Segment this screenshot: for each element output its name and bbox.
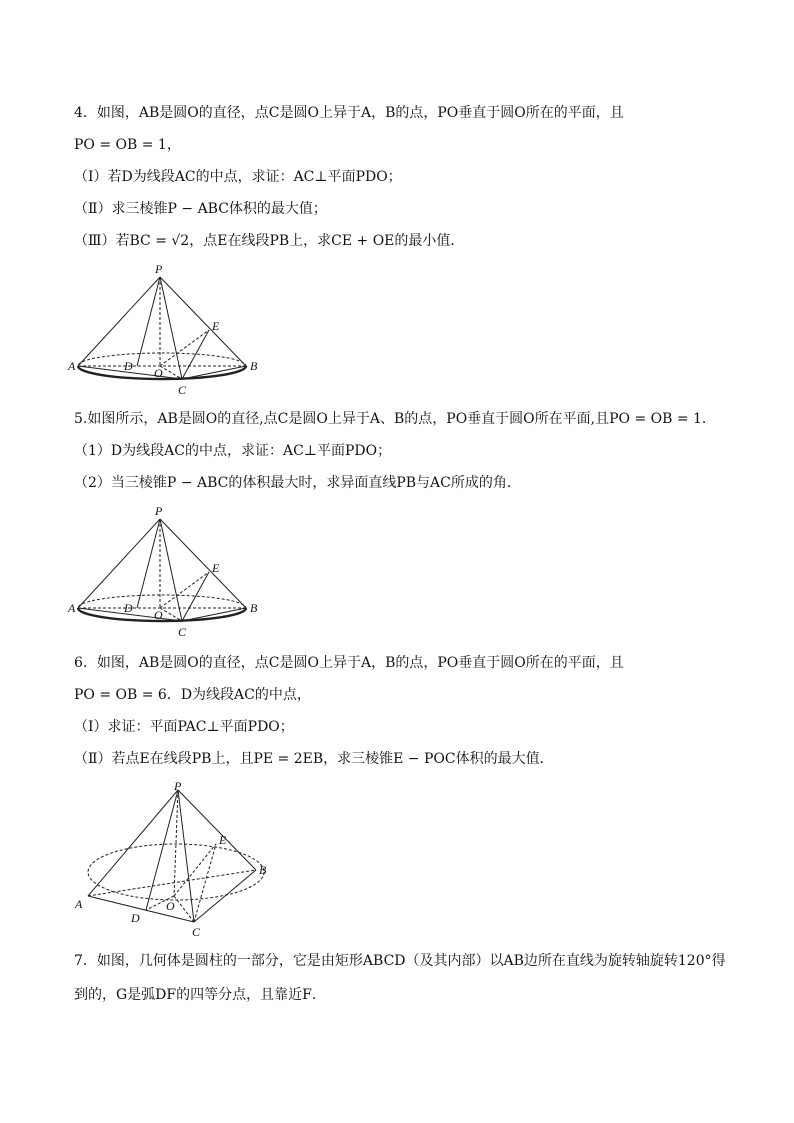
label-O: O [154, 366, 163, 380]
label-B: B [250, 601, 258, 615]
problem-5-part-1: （1）D为线段AC的中点，求证：AC⊥平面PDO； [74, 443, 392, 459]
label-D: D [131, 911, 140, 925]
label-D: D [124, 601, 133, 615]
label-C: C [192, 925, 201, 939]
label-E: E [212, 561, 220, 575]
problem-6-line-2: PO = OB = 6．D为线段AC的中点， [74, 687, 311, 703]
label-C: C [178, 625, 187, 639]
problem-4-line-2: PO = OB = 1， [74, 137, 181, 153]
problem-7-line-1: 7．如图，几何体是圆柱的一部分，它是由矩形ABCD（及其内部）以AB边所在直线为旋转轴旋转120°得 [74, 953, 726, 969]
problem-7-line-2: 到的，G是弧DF的四等分点，且靠近F． [74, 987, 326, 1003]
label-E: E [212, 319, 220, 333]
label-B: B [259, 863, 267, 877]
problem-6-part-1: （Ⅰ）求证：平面PAC⊥平面PDO； [74, 719, 294, 735]
label-A: A [68, 359, 76, 373]
problem-5-part-2: （2）当三棱锥P − ABC的体积最大时，求异面直线PB与AC所成的角． [74, 475, 521, 491]
label-B: B [250, 359, 258, 373]
problem-4-part-1: （Ⅰ）若D为线段AC的中点，求证：AC⊥平面PDO； [74, 169, 402, 185]
label-O: O [166, 899, 175, 913]
label-P: P [174, 779, 182, 793]
problem-6-cone-figure [66, 778, 280, 940]
label-C: C [178, 383, 187, 397]
problem-4-part-2: （Ⅱ）求三棱锥P − ABC体积的最大值； [74, 201, 327, 217]
label-E: E [219, 833, 227, 847]
label-A: A [75, 897, 83, 911]
problem-4-line-1: 4．如图，AB是圆O的直径，点C是圆O上异于A，B的点，PO垂直于圆O所在的平面，且 [74, 105, 624, 121]
label-D: D [124, 359, 133, 373]
problem-5-cone-figure [66, 504, 266, 640]
label-P: P [155, 262, 163, 276]
problem-6-line-1: 6．如图，AB是圆O的直径，点C是圆O上异于A，B的点，PO垂直于圆O所在的平面，且 [74, 655, 624, 671]
problem-5-line-1: 5.如图所示，AB是圆O的直径,点C是圆O上异于A、B的点，PO垂直于圆O所在平面,且PO = OB = 1． [74, 411, 716, 427]
label-P: P [155, 504, 163, 518]
label-O: O [154, 608, 163, 622]
problem-4-part-3: （Ⅲ）若BC = √2，点E在线段PB上，求CE + OE的最小值． [74, 233, 465, 249]
problem-4-cone-figure [66, 262, 266, 398]
label-A: A [68, 601, 76, 615]
problem-6-part-2: （Ⅱ）若点E在线段PB上，且PE = 2EB，求三棱锥E − POC体积的最大值． [74, 751, 554, 767]
